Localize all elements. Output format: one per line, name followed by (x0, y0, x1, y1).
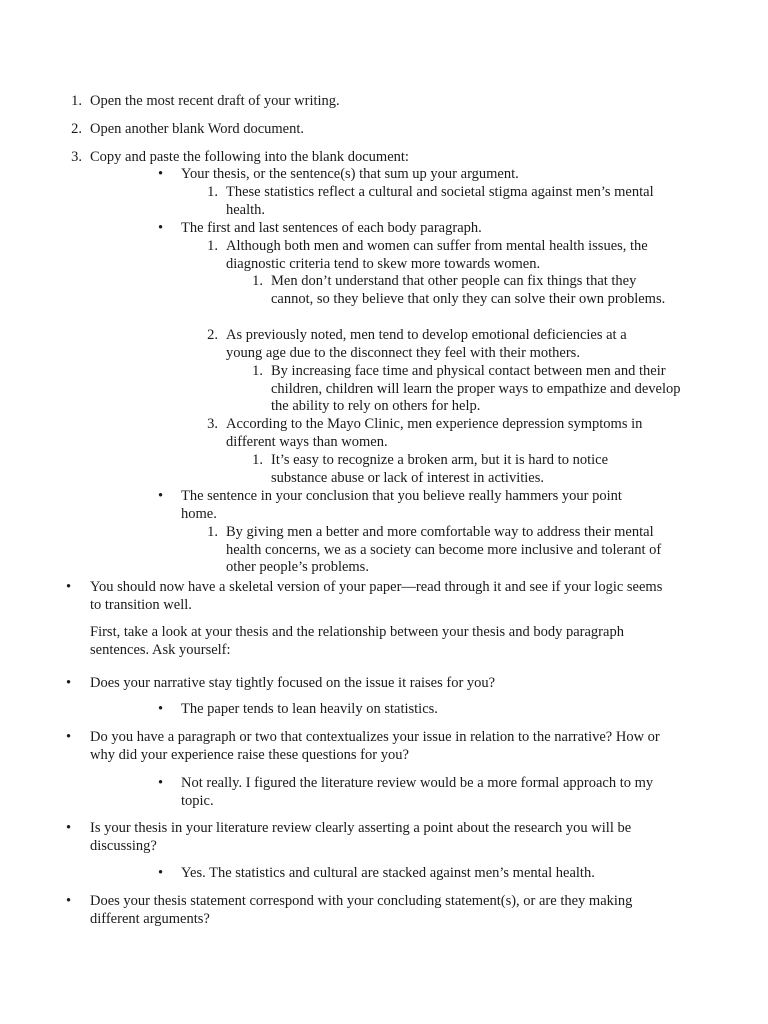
list-item-text: Does your thesis statement correspond with your concluding statement(s), or are they making different arguments? (90, 893, 633, 927)
list-item (66, 675, 665, 693)
list-number: 3. (71, 149, 82, 165)
list-item-text: Yes. The statistics and cultural are stacked against men’s mental health. (181, 865, 595, 881)
list-number: 1. (71, 93, 82, 109)
bullet-icon: • (158, 488, 164, 504)
list-item (66, 579, 665, 614)
list-item (207, 184, 676, 219)
list-item-text: By giving men a better and more comfortable way to address their mental health concerns, we as a society can become more inclusive and tolerant of other people’s problems. (226, 524, 662, 575)
list-item (207, 524, 676, 577)
list-item (207, 238, 676, 273)
list-item (158, 775, 681, 810)
list-number: 1. (252, 363, 263, 379)
list-item (71, 121, 650, 139)
list-number: 2. (71, 121, 82, 137)
list-item-text: Open the most recent draft of your writing. (90, 93, 340, 109)
list-item (252, 363, 686, 416)
list-item (252, 452, 666, 487)
list-item-text: Open another blank Word document. (90, 121, 304, 137)
list-item-text: Although both men and women can suffer from mental health issues, the diagnostic criteria tend to skew more towards women. (226, 238, 648, 272)
list-number: 1. (207, 524, 218, 540)
list-item-text: It’s easy to recognize a broken arm, but it is hard to notice substance abuse or lack of interest in activities. (271, 452, 609, 486)
bullet-icon: • (66, 893, 72, 909)
list-number: 1. (207, 184, 218, 200)
list-item-text: These statistics reflect a cultural and societal stigma against men’s mental health. (226, 184, 654, 218)
bullet-icon: • (66, 579, 72, 595)
list-item-text: Do you have a paragraph or two that contextualizes your issue in relation to the narrative? How or why did your experience raise these questions for you? (90, 729, 660, 763)
list-item-text: The paper tends to lean heavily on statistics. (181, 701, 438, 717)
list-item (158, 166, 681, 184)
bullet-icon: • (158, 865, 164, 881)
list-item (158, 220, 681, 238)
bullet-icon: • (158, 701, 164, 717)
bullet-icon: • (158, 220, 164, 236)
paragraph-text: First, take a look at your thesis and the relationship between your thesis and body paragraph sentences. Ask yourself: (90, 624, 624, 658)
list-item (207, 416, 676, 451)
list-item-text: Men don’t understand that other people can fix things that they cannot, so they believe that only they can solve their own problems. (271, 273, 666, 307)
list-item (71, 149, 650, 167)
list-item-text: Not really. I figured the literature review would be a more formal approach to my topic. (181, 775, 654, 809)
list-number: 2. (207, 327, 218, 343)
list-item-text: The first and last sentences of each body paragraph. (181, 220, 482, 236)
list-number: 1. (252, 273, 263, 289)
list-item (158, 488, 661, 523)
list-item-text: You should now have a skeletal version of your paper—read through it and see if your logic seems to transition well. (90, 579, 663, 613)
list-item-text: Copy and paste the following into the blank document: (90, 149, 409, 165)
list-number: 3. (207, 416, 218, 432)
list-item-text: By increasing face time and physical contact between men and their children, children will learn the proper ways to empathize and develop the ability to rely on others for help. (271, 363, 681, 414)
list-item (66, 893, 665, 928)
list-item-text: As previously noted, men tend to develop emotional deficiencies at a young age due to the disconnect they feel with their mothers. (226, 327, 627, 361)
list-item-text: The sentence in your conclusion that you believe really hammers your point home. (181, 488, 622, 522)
bullet-icon: • (158, 166, 164, 182)
list-item (71, 93, 650, 111)
list-number: 1. (252, 452, 263, 468)
list-item (158, 865, 681, 883)
bullet-icon: • (66, 675, 72, 691)
list-item (158, 701, 681, 719)
bullet-icon: • (66, 820, 72, 836)
list-item-text: Your thesis, or the sentence(s) that sum up your argument. (181, 166, 519, 182)
bullet-icon: • (66, 729, 72, 745)
list-item-text: Does your narrative stay tightly focused on the issue it raises for you? (90, 675, 496, 691)
list-number: 1. (207, 238, 218, 254)
paragraph (90, 624, 665, 659)
list-item (252, 273, 666, 308)
list-item (66, 820, 665, 855)
list-item-text: Is your thesis in your literature review clearly asserting a point about the research you will be discussing? (90, 820, 632, 854)
list-item (207, 327, 656, 362)
bullet-icon: • (158, 775, 164, 791)
list-item (66, 729, 675, 764)
list-item-text: According to the Mayo Clinic, men experience depression symptoms in different ways than women. (226, 416, 643, 450)
